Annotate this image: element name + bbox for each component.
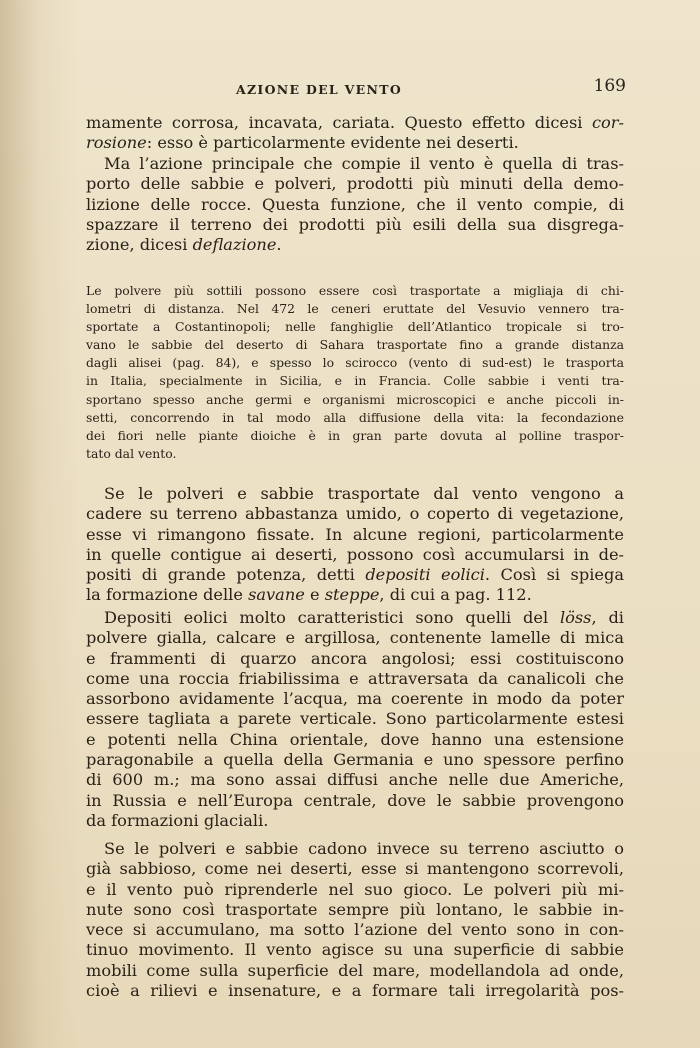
text-line: di 600 m.; ma sono assai diffusi anche nelle due Americhe, xyxy=(86,770,624,790)
text-line: tinuo movimento. Il vento agisce su una superficie di sabbie xyxy=(86,940,624,960)
text-line: nute sono così trasportate sempre più lontano, le sabbie in- xyxy=(86,899,624,919)
text-line: Depositi eolici molto caratteristici sono quelli del löss, di xyxy=(104,608,624,627)
note-line: sportate a Costantinopoli; nelle fanghiglie dell’Atlantico tropicale si tro- xyxy=(86,319,624,335)
paragraph-corrosion-end xyxy=(86,113,624,154)
text-line: zione, dicesi deflazione. xyxy=(86,235,282,255)
text-line: in Russia e nell’Europa centrale, dove le sabbie provengono xyxy=(86,790,624,810)
small-print-note xyxy=(86,282,624,463)
note-line: vano le sabbie del deserto di Sahara trasportate fino a grande distanza xyxy=(86,337,624,353)
page-number: 169 xyxy=(593,76,626,96)
text-line: Se le polveri e sabbie trasportate dal vento vengono a xyxy=(104,484,624,503)
text-line: come una roccia friabilissima e attraversata da canalicoli che xyxy=(86,668,624,688)
text-line: Ma l’azione principale che compie il vento è quella di tras- xyxy=(104,154,624,173)
note-line: setti, concorrendo in tal modo alla diffusione della vita: la fecondazione xyxy=(86,409,624,425)
text-line: assorbono avidamente l’acqua, ma coerente in modo da poter xyxy=(86,689,624,709)
paragraph-deflation xyxy=(86,154,624,255)
text-line: spazzare il terreno dei prodotti più esili della sua disgrega- xyxy=(86,214,624,234)
paragraph-loess xyxy=(86,608,624,831)
text-line: e il vento può riprenderle nel suo gioco. Le polveri più mi- xyxy=(86,879,624,899)
note-line: tato dal vento. xyxy=(86,445,177,461)
text-line: da formazioni glaciali. xyxy=(86,810,269,830)
text-line: mobili come sulla superficie del mare, modellandola ad onde, xyxy=(86,960,624,980)
note-line: dei fiori nelle piante dioiche è in gran parte dovuta al polline traspor- xyxy=(86,427,624,443)
text-line: mamente corrosa, incavata, cariata. Questo effetto dicesi cor- xyxy=(86,113,624,132)
text-line: vece si accumulano, ma sotto l’azione del vento sono in con- xyxy=(86,920,624,940)
paragraph-dry-terrain xyxy=(86,839,624,1001)
text-line: già sabbioso, come nei deserti, esse si mantengono scorrevoli, xyxy=(86,859,624,879)
running-head: AZIONE DEL VENTO xyxy=(236,82,403,97)
text-line: e frammenti di quarzo ancora angolosi; essi costituiscono xyxy=(86,648,624,668)
paragraph-eolian-deposits xyxy=(86,484,624,606)
text-line: cadere su terreno abbastanza umido, o coperto di vegetazione, xyxy=(86,504,624,524)
note-line: sportano spesso anche germi e organismi microscopici e anche piccoli in- xyxy=(86,391,624,407)
text-line: paragonabile a quella della Germania e uno spessore perfino xyxy=(86,750,624,770)
text-line: cioè a rilievi e insenature, e a formare tali irregolarità pos- xyxy=(86,981,624,1001)
text-line: Se le polveri e sabbie cadono invece su terreno asciutto o xyxy=(104,839,624,858)
text-line: positi di grande potenza, detti depositi eolici. Così si spiega xyxy=(86,565,624,585)
note-line: in Italia, specialmente in Sicilia, e in Francia. Colle sabbie i venti tra- xyxy=(86,373,624,389)
text-line: rosione: esso è particolarmente evidente nei deserti. xyxy=(86,133,519,153)
text-line: essere tagliata a parete verticale. Sono particolarmente estesi xyxy=(86,709,624,729)
text-line: in quelle contigue ai deserti, possono così accumularsi in de- xyxy=(86,544,624,564)
text-line: e potenti nella China orientale, dove hanno una estensione xyxy=(86,729,624,749)
note-line: dagli alisei (pag. 84), e spesso lo scirocco (vento di sud-est) le trasporta xyxy=(86,355,624,371)
text-line: porto delle sabbie e polveri, prodotti più minuti della demo- xyxy=(86,174,624,194)
text-line: lizione delle rocce. Questa funzione, che il vento compie, di xyxy=(86,194,624,214)
note-line: Le polvere più sottili possono essere così trasportate a migliaja di chi- xyxy=(86,283,624,298)
page-header xyxy=(236,76,626,98)
text-line: polvere gialla, calcare e argillosa, contenente lamelle di mica xyxy=(86,628,624,648)
text-line: esse vi rimangono fissate. In alcune regioni, particolarmente xyxy=(86,524,624,544)
note-line: lometri di distanza. Nel 472 le ceneri eruttate del Vesuvio vennero tra- xyxy=(86,301,624,317)
text-line: la formazione delle savane e steppe, di cui a pag. 112. xyxy=(86,585,532,605)
